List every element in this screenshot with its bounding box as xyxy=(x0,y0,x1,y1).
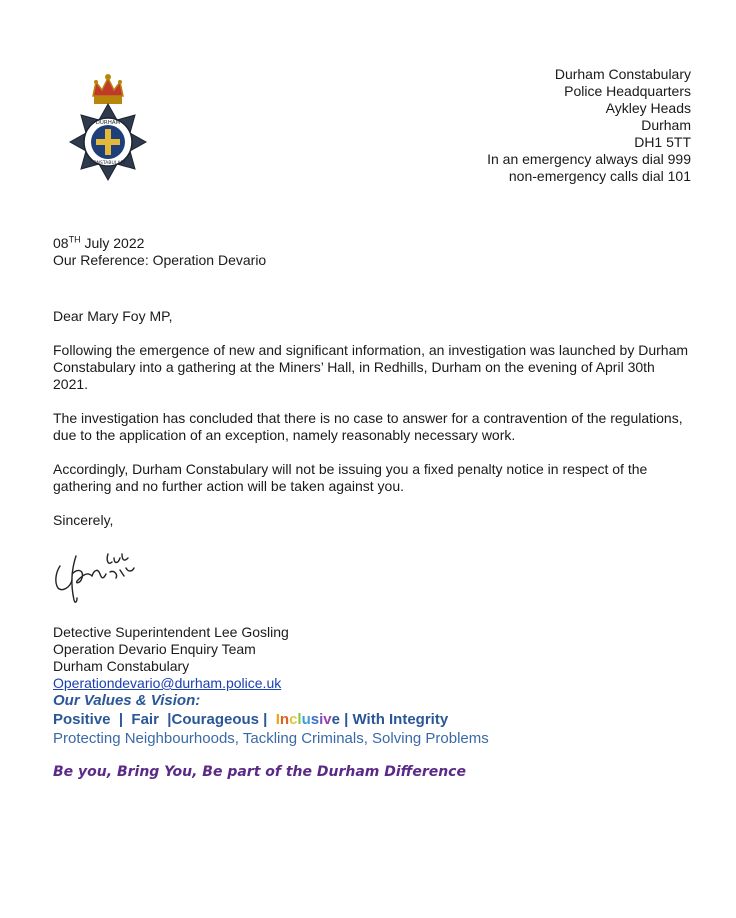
address-line: Police Headquarters xyxy=(564,83,691,99)
emergency-line: In an emergency always dial 999 xyxy=(487,151,691,167)
signatory-block xyxy=(53,624,289,692)
inclusive-letter: e xyxy=(331,711,340,728)
value-positive: Positive xyxy=(53,711,111,728)
date-day: 08 xyxy=(53,235,69,251)
separator: | xyxy=(263,711,268,728)
inclusive-letter: n xyxy=(279,711,290,728)
separator: | xyxy=(167,711,172,728)
inclusive-letter: i xyxy=(319,711,324,728)
email-link[interactable]: Operationdevario@durham.police.uk xyxy=(53,675,282,691)
inclusive-letter: I xyxy=(275,711,280,728)
paragraph: Accordingly, Durham Constabulary will not be issuing you a fixed penalty notice in respect of the gathering and no further action will be taken against you. xyxy=(53,461,648,494)
address-line: DH1 5TT xyxy=(634,134,691,150)
values-list xyxy=(53,711,448,729)
salutation: Dear Mary Foy MP, xyxy=(53,308,173,324)
paragraph: Following the emergence of new and significant information, an investigation was launched by Durham Constabulary into a gathering at the Miners’ Hall, in Redhills, Durham on the evening of April 30th 2021. xyxy=(53,342,689,392)
date-reference-block xyxy=(53,235,266,269)
separator: | xyxy=(344,711,349,728)
closing: Sincerely, xyxy=(53,512,114,528)
vision-statement: Protecting Neighbourhoods, Tackling Criminals, Solving Problems xyxy=(53,730,489,747)
address-line: Aykley Heads xyxy=(605,100,691,116)
letter-date xyxy=(53,235,266,252)
date-suffix: TH xyxy=(68,234,81,245)
tagline: Be you, Bring You, Be part of the Durham Difference xyxy=(53,764,466,780)
svg-text:CONSTABULARY: CONSTABULARY xyxy=(89,161,127,166)
letter-body xyxy=(53,308,693,546)
value-integrity: With Integrity xyxy=(352,711,449,728)
inclusive-letter: v xyxy=(323,711,332,728)
date-month-year: July 2022 xyxy=(80,235,145,251)
sender-address xyxy=(487,66,691,185)
separator: | xyxy=(118,711,124,728)
address-line: Durham xyxy=(641,117,691,133)
address-line: Durham Constabulary xyxy=(554,66,691,82)
value-fair: Fair xyxy=(131,711,159,728)
non-emergency-line: non-emergency calls dial 101 xyxy=(508,168,691,184)
durham-constabulary-crest-icon xyxy=(60,72,156,184)
values-title: Our Values & Vision: xyxy=(53,692,201,709)
inclusive-letter: s xyxy=(310,711,320,728)
star-badge-icon xyxy=(70,104,146,180)
reference: Our Reference: Operation Devario xyxy=(53,252,267,268)
handwritten-signature xyxy=(48,548,148,606)
crown-icon xyxy=(93,74,123,104)
signatory-name: Detective Superintendent Lee Gosling xyxy=(53,624,289,640)
inclusive-letter: l xyxy=(297,711,302,728)
paragraph: The investigation has concluded that there is no case to answer for a contravention of the regulations, due to the application of an exception, namely reasonably necessary work. xyxy=(53,410,683,443)
svg-text:DURHAM: DURHAM xyxy=(95,120,121,126)
value-courageous: Courageous xyxy=(171,711,259,728)
inclusive-letter: u xyxy=(301,711,311,728)
signatory-organisation: Durham Constabulary xyxy=(53,658,190,674)
value-inclusive xyxy=(276,711,340,728)
signatory-team: Operation Devario Enquiry Team xyxy=(53,641,256,657)
inclusive-letter: c xyxy=(289,711,298,728)
